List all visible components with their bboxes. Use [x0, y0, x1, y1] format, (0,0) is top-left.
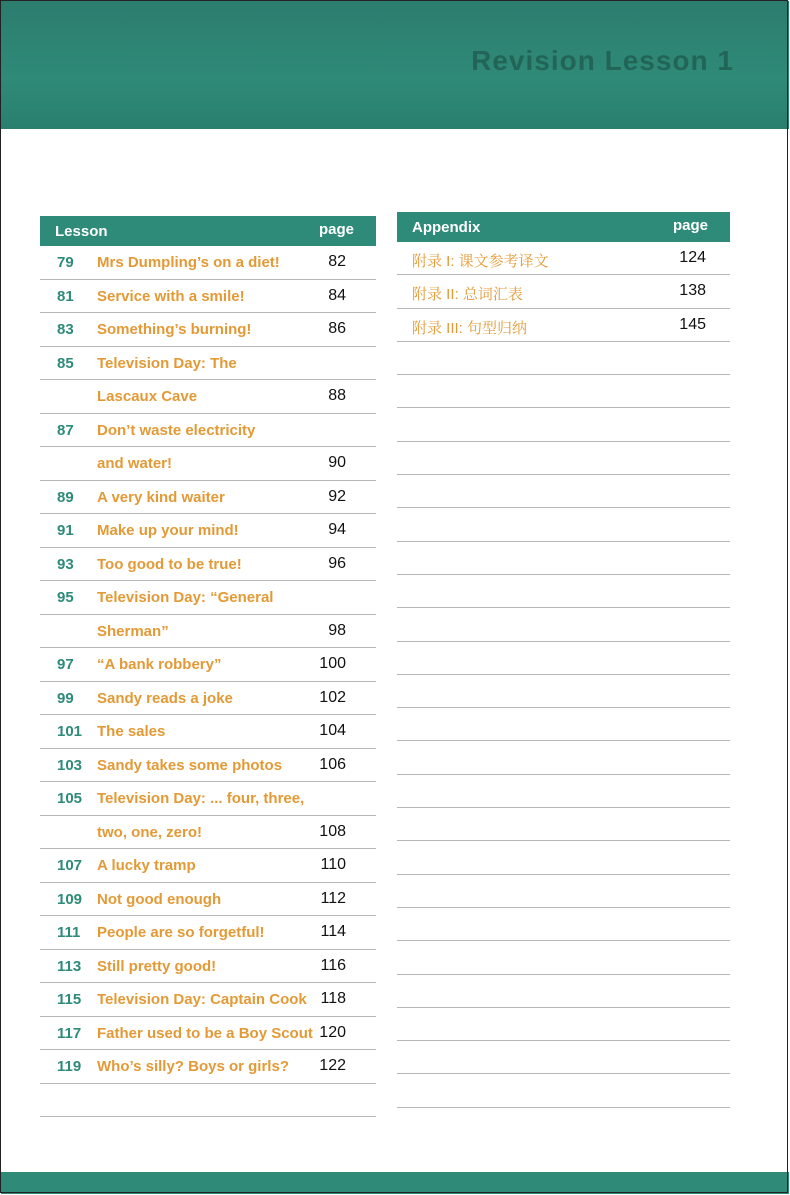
lesson-row — [40, 1050, 376, 1084]
lesson-title: Television Day: “General — [97, 589, 274, 606]
appendix-row — [397, 1041, 730, 1074]
appendix-row — [397, 1074, 730, 1107]
appendix-page: 145 — [679, 315, 706, 333]
lesson-page: 82 — [328, 253, 346, 270]
lesson-page: 110 — [320, 856, 346, 873]
appendix-row — [397, 508, 730, 541]
lesson-page: 90 — [328, 454, 346, 471]
appendix-row — [397, 941, 730, 974]
lesson-row — [40, 916, 376, 950]
lesson-page: 88 — [328, 387, 346, 404]
lesson-row — [40, 514, 376, 548]
appendix-row — [397, 708, 730, 741]
lesson-row — [40, 481, 376, 515]
appendix-row — [397, 575, 730, 608]
lesson-row — [40, 1017, 376, 1051]
appendix-page: 138 — [679, 282, 706, 300]
lesson-page: 120 — [319, 1023, 346, 1041]
lesson-number: 83 — [57, 321, 74, 338]
lesson-title: A lucky tramp — [97, 857, 196, 874]
lesson-row — [40, 782, 376, 816]
lesson-row — [40, 313, 376, 347]
lesson-title: Still pretty good! — [97, 957, 217, 975]
lesson-number: 85 — [57, 354, 74, 372]
lesson-page: 108 — [319, 822, 346, 840]
appendix-row — [397, 675, 730, 708]
lesson-row — [40, 1084, 376, 1118]
lesson-row — [40, 849, 376, 883]
lesson-page: 98 — [328, 621, 346, 639]
appendix-row — [397, 275, 730, 308]
appendix-row — [397, 542, 730, 575]
lesson-number: 89 — [57, 488, 74, 506]
appendix-row — [397, 808, 730, 841]
appendix-row — [397, 442, 730, 475]
lesson-row — [40, 682, 376, 716]
lesson-title: Sherman” — [97, 622, 169, 640]
lesson-page: 114 — [320, 923, 346, 940]
lesson-page: 118 — [320, 990, 346, 1007]
lesson-number: 111 — [57, 924, 81, 941]
lesson-title: “A bank robbery” — [97, 656, 222, 673]
appendix-row — [397, 642, 730, 675]
appendix-row — [397, 408, 730, 441]
appendix-row — [397, 775, 730, 808]
lesson-title: Service with a smile! — [97, 287, 245, 305]
lesson-row — [40, 883, 376, 917]
lesson-table — [40, 216, 376, 1117]
lesson-page: 92 — [328, 487, 346, 505]
lesson-title: Television Day: ... four, three, — [97, 790, 305, 807]
lesson-title: Who’s silly? Boys or girls? — [97, 1058, 289, 1075]
lesson-column-label: Lesson — [55, 223, 108, 240]
lesson-number: 101 — [57, 723, 83, 740]
lesson-number: 95 — [57, 589, 74, 606]
appendix-row — [397, 375, 730, 408]
lesson-number: 109 — [57, 890, 83, 908]
bleed-through-title: Revision Lesson 1 — [471, 45, 734, 76]
lesson-page: 84 — [328, 286, 346, 304]
lesson-page: 116 — [320, 956, 346, 974]
lesson-row — [40, 414, 376, 448]
lesson-row — [40, 950, 376, 984]
appendix-title: 附录 II: 总词汇表 — [412, 286, 523, 304]
appendix-row — [397, 608, 730, 641]
lesson-page: 86 — [328, 320, 346, 337]
appendix-page: 124 — [679, 249, 706, 266]
appendix-row — [397, 875, 730, 908]
lesson-title: Something’s burning! — [97, 321, 252, 338]
lesson-title: Make up your mind! — [97, 522, 239, 539]
lesson-row — [40, 715, 376, 749]
lesson-number: 97 — [57, 656, 74, 673]
lesson-table-header — [40, 216, 376, 246]
appendix-title: 附录 III: 句型归纳 — [412, 319, 528, 337]
lesson-title: two, one, zero! — [97, 823, 202, 841]
lesson-title: Sandy reads a joke — [97, 689, 233, 707]
lesson-row — [40, 380, 376, 414]
appendix-column-label: Appendix — [412, 219, 481, 236]
lesson-title: Not good enough — [97, 890, 222, 908]
lesson-row — [40, 246, 376, 280]
appendix-table-header — [397, 212, 730, 242]
lesson-row — [40, 983, 376, 1017]
lesson-page: 106 — [319, 755, 346, 773]
lesson-page: 104 — [319, 722, 346, 739]
bottom-band — [1, 1172, 789, 1194]
lesson-number: 87 — [57, 421, 74, 439]
appendix-row — [397, 475, 730, 508]
lesson-row — [40, 816, 376, 850]
appendix-rows — [397, 242, 730, 1108]
lesson-page: 100 — [319, 655, 346, 672]
appendix-table — [397, 212, 730, 1108]
lesson-page: 102 — [319, 688, 346, 706]
lesson-title: People are so forgetful! — [97, 924, 265, 941]
lesson-number: 81 — [57, 287, 74, 305]
lesson-title: Don’t waste electricity — [97, 421, 256, 439]
lesson-row — [40, 548, 376, 582]
lesson-title: Television Day: The — [97, 354, 237, 372]
appendix-row — [397, 309, 730, 342]
lesson-number: 105 — [57, 790, 83, 807]
top-header-band — [1, 1, 789, 129]
lesson-number: 79 — [57, 254, 74, 271]
appendix-row — [397, 242, 730, 275]
appendix-row — [397, 841, 730, 874]
lesson-title: A very kind waiter — [97, 488, 225, 506]
lesson-number: 107 — [57, 857, 83, 874]
appendix-title: 附录 I: 课文参考译文 — [412, 253, 549, 270]
lesson-page: 96 — [328, 554, 346, 572]
lesson-number: 93 — [57, 555, 74, 573]
lesson-title: Television Day: Captain Cook — [97, 991, 307, 1008]
lesson-number: 103 — [57, 756, 83, 774]
lesson-title: Too good to be true! — [97, 555, 242, 573]
lesson-page: 94 — [328, 521, 346, 538]
lesson-number: 117 — [57, 1024, 82, 1042]
lesson-rows — [40, 246, 376, 1117]
appendix-row — [397, 908, 730, 941]
lesson-number: 115 — [57, 991, 82, 1008]
lesson-number: 119 — [57, 1058, 82, 1075]
lesson-number: 91 — [57, 522, 74, 539]
lesson-page: 112 — [320, 889, 346, 907]
lesson-title: The sales — [97, 723, 166, 740]
lesson-number: 113 — [57, 957, 82, 975]
lesson-row — [40, 581, 376, 615]
lesson-row — [40, 280, 376, 314]
appendix-row — [397, 1008, 730, 1041]
lesson-title: Sandy takes some photos — [97, 756, 283, 774]
lesson-row — [40, 648, 376, 682]
lesson-row — [40, 347, 376, 381]
appendix-row — [397, 741, 730, 774]
appendix-row — [397, 975, 730, 1008]
lesson-row — [40, 615, 376, 649]
page-column-label: page — [318, 221, 354, 238]
lesson-page: 122 — [319, 1057, 346, 1074]
lesson-title: Lascaux Cave — [97, 388, 198, 405]
lesson-title: Father used to be a Boy Scout — [97, 1024, 313, 1042]
lesson-row — [40, 749, 376, 783]
lesson-number: 99 — [57, 689, 74, 707]
lesson-row — [40, 447, 376, 481]
appendix-row — [397, 342, 730, 375]
lesson-title: and water! — [97, 455, 173, 472]
appendix-page-column-label: page — [672, 217, 708, 234]
lesson-title: Mrs Dumpling’s on a diet! — [97, 254, 280, 271]
